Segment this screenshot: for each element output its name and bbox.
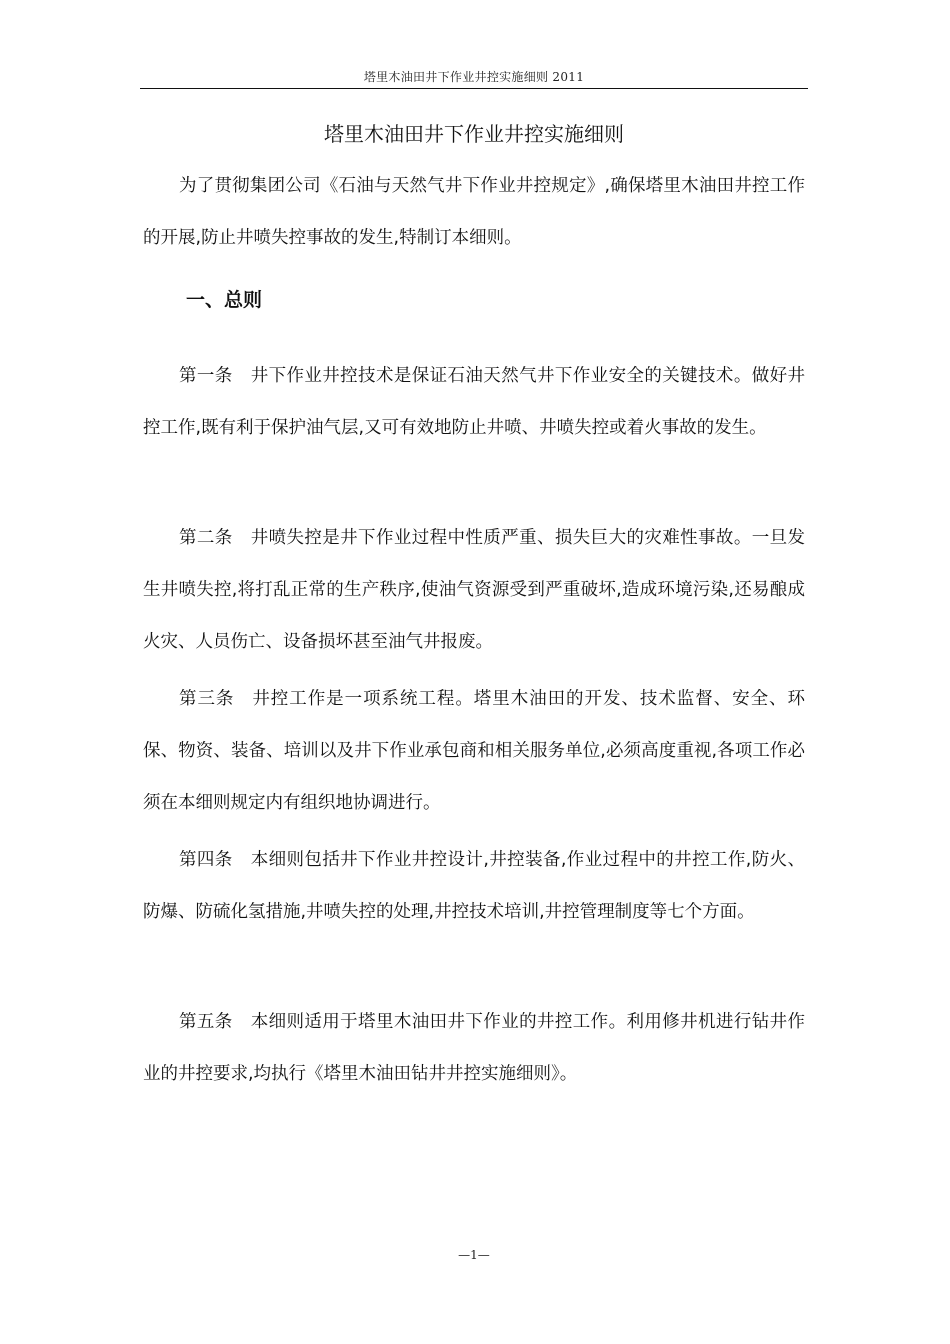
article-label: 第一条 — [179, 366, 233, 386]
article-4 — [143, 834, 805, 938]
page-number: —1— — [458, 1248, 490, 1262]
article-text: 本细则适用于塔里木油田井下作业的井控工作。利用修井机进行钻井作业的井控要求,均执行《塔里木油田钻井井控实施细则》。 — [143, 1012, 806, 1084]
article-text: 井下作业井控技术是保证石油天然气井下作业安全的关键技术。做好井控工作,既有利于保护油气层,又可有效地防止井喷、井喷失控或着火事故的发生。 — [143, 366, 806, 438]
article-3 — [143, 673, 805, 829]
article-label: 第四条 — [179, 850, 233, 870]
article-text: 本细则包括井下作业井控设计,井控装备,作业过程中的井控工作,防火、防爆、防硫化氢措施,井喷失控的处理,井控技术培训,井控管理制度等七个方面。 — [143, 850, 806, 922]
document-title: 塔里木油田井下作业井控实施细则 — [324, 122, 624, 146]
section-heading: 一、总则 — [186, 289, 263, 311]
running-header: 塔里木油田井下作业井控实施细则 2011 — [363, 70, 585, 84]
header-divider — [140, 88, 808, 89]
article-text: 井控工作是一项系统工程。塔里木油田的开发、技术监督、安全、环保、物资、装备、培训以及井下作业承包商和相关服务单位,必须高度重视,各项工作必须在本细则规定内有组织地协调进行。 — [143, 689, 805, 813]
article-label: 第三条 — [179, 689, 235, 709]
article-label: 第五条 — [179, 1012, 233, 1032]
article-2 — [143, 512, 805, 668]
article-text: 井喷失控是井下作业过程中性质严重、损失巨大的灾难性事故。一旦发生井喷失控,将打乱正常的生产秩序,使油气资源受到严重破坏,造成环境污染,还易酿成火灾、人员伤亡、设备损坏甚至油气井报废。 — [143, 528, 806, 652]
article-1 — [143, 350, 805, 454]
article-label: 第二条 — [179, 528, 233, 548]
intro-paragraph: 为了贯彻集团公司《石油与天然气井下作业井控规定》,确保塔里木油田井控工作的开展,防止井喷失控事故的发生,特制订本细则。 — [143, 176, 805, 248]
article-5 — [143, 996, 805, 1100]
